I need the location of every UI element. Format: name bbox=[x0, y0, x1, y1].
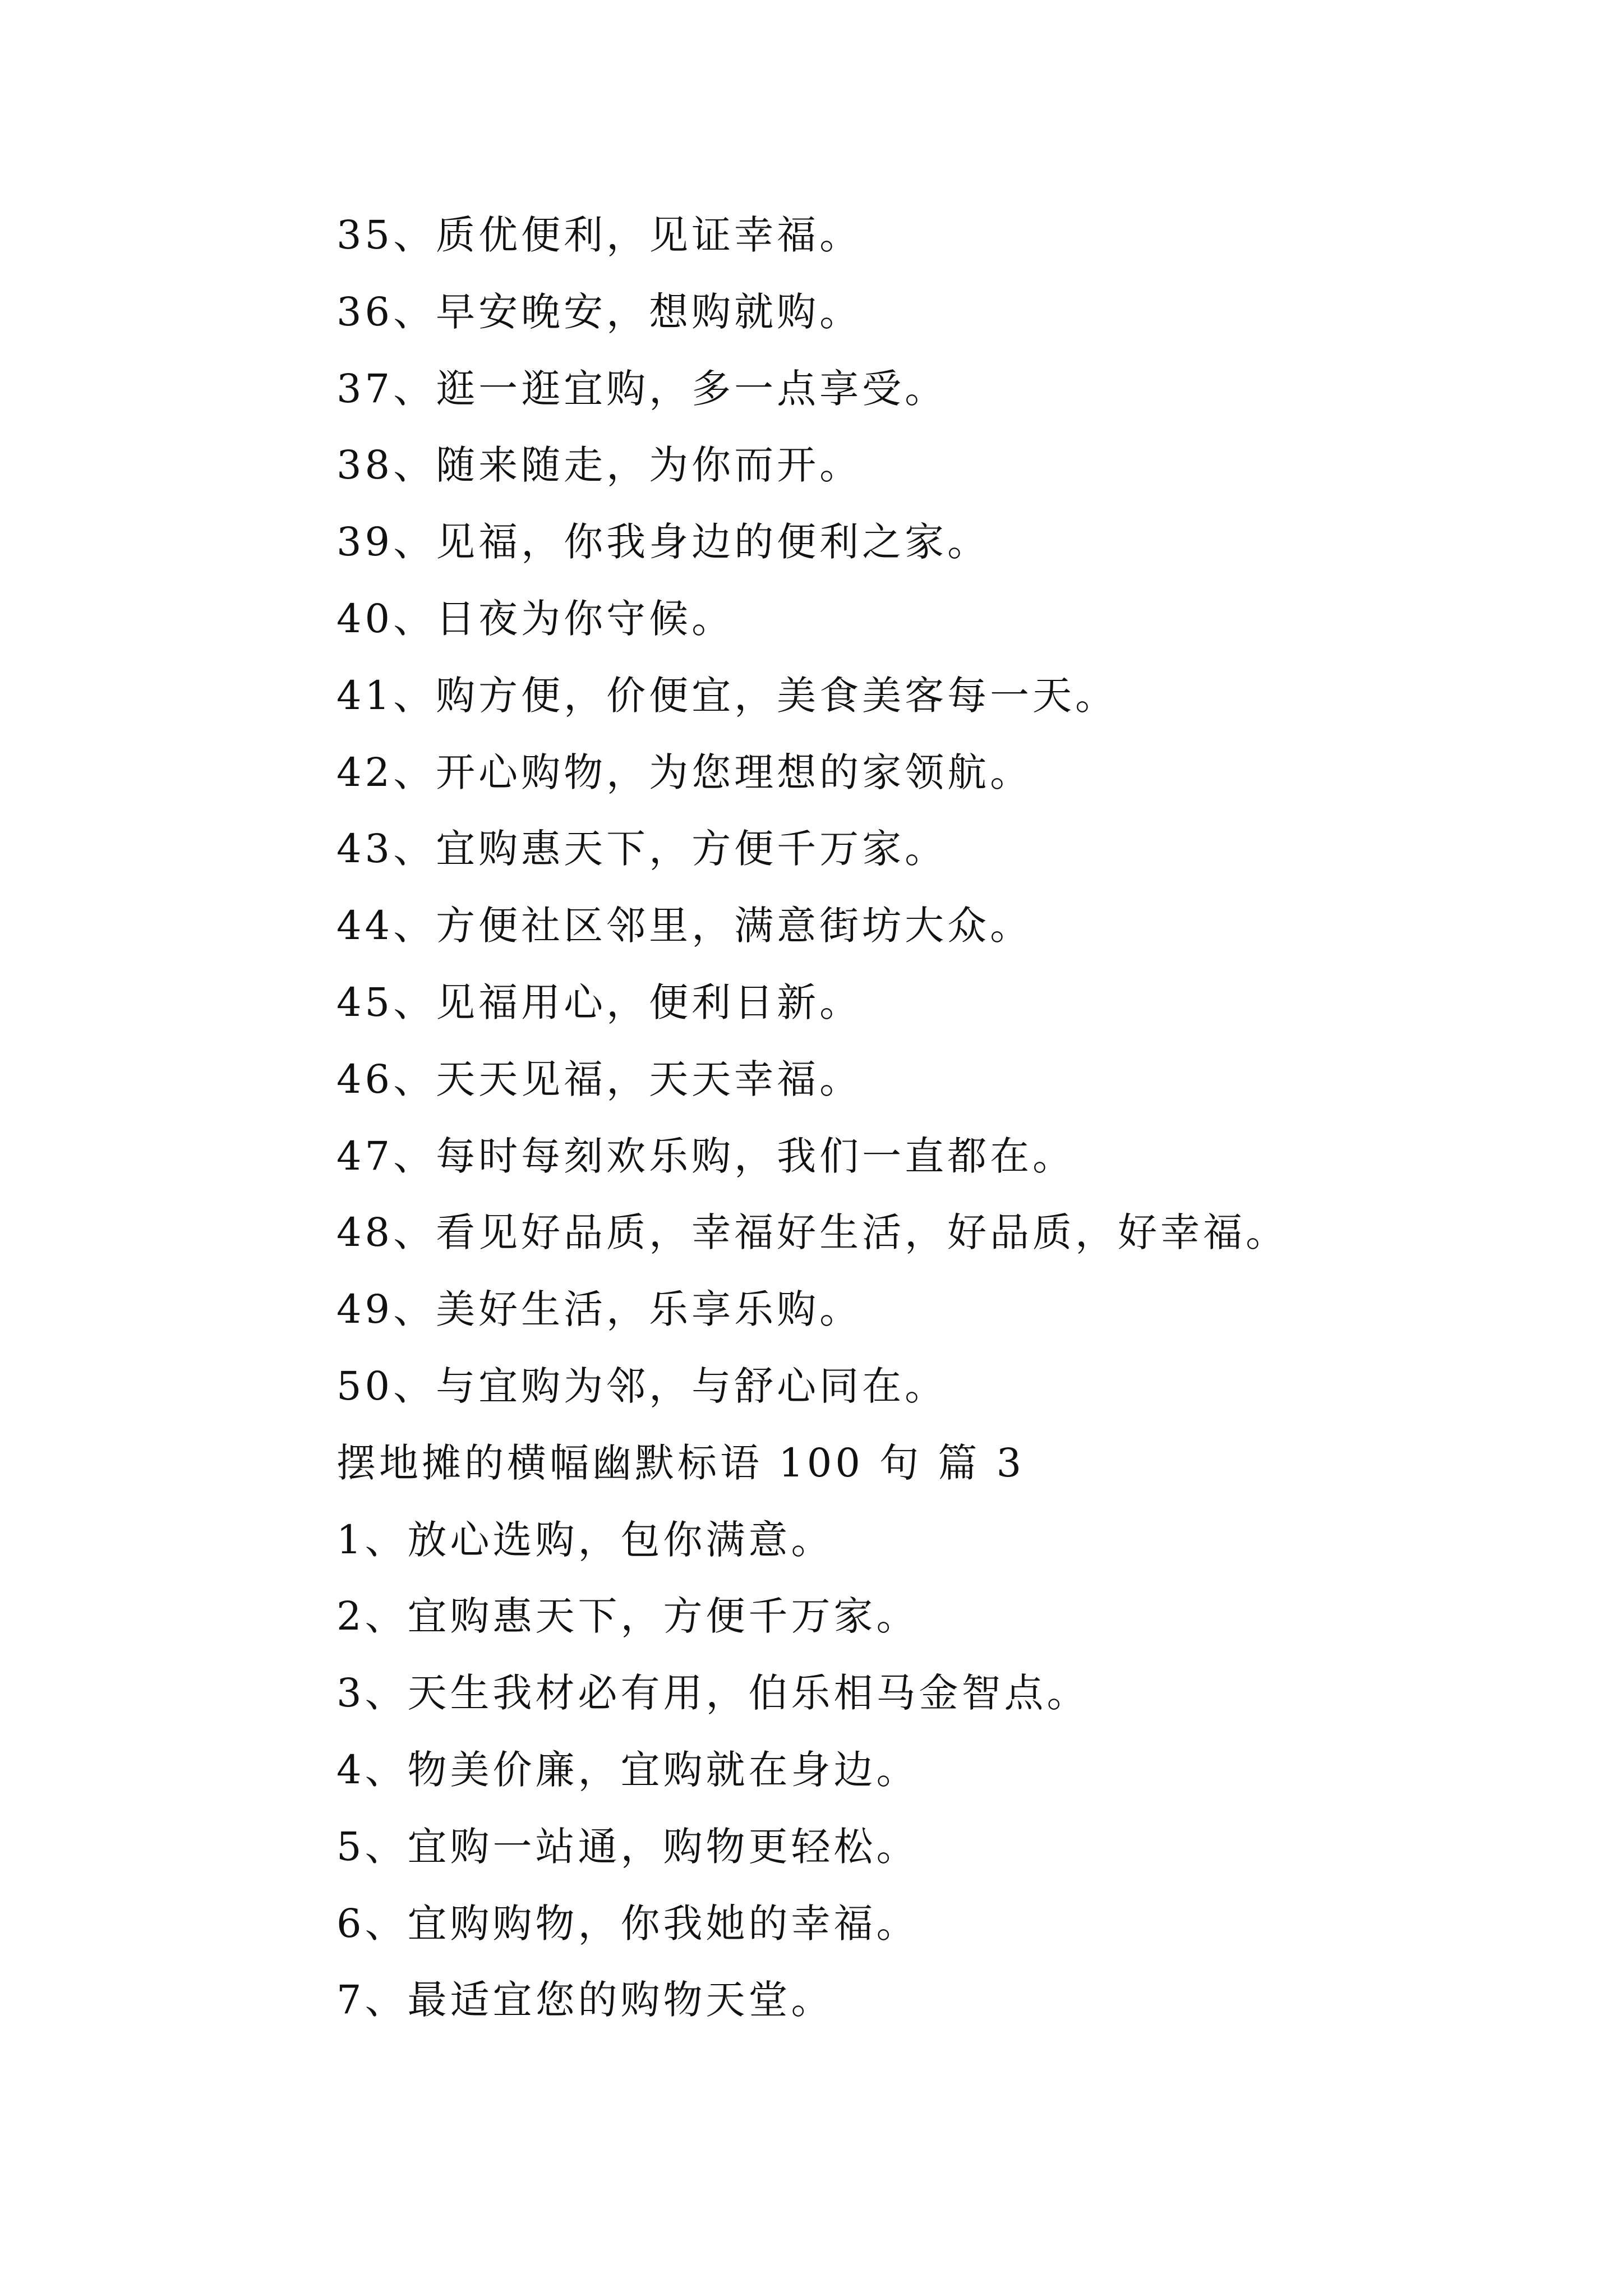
slogan-line-37: 37、逛一逛宜购，多一点享受。 bbox=[336, 365, 948, 412]
slogan-line-2: 2、宜购惠天下，方便千万家。 bbox=[336, 1593, 919, 1640]
slogan-line-50: 50、与宜购为邻，与舒心同在。 bbox=[336, 1363, 948, 1409]
slogan-line-43: 43、宜购惠天下，方便千万家。 bbox=[336, 826, 948, 872]
slogan-line-40: 40、日夜为你守候。 bbox=[336, 595, 735, 642]
slogan-line-7: 7、最适宜您的购物天堂。 bbox=[336, 1977, 834, 2023]
slogan-line-41: 41、购方便，价便宜，美食美客每一天。 bbox=[336, 672, 1118, 719]
slogan-line-45: 45、见福用心，便利日新。 bbox=[336, 979, 863, 1025]
slogan-line-47: 47、每时每刻欢乐购，我们一直都在。 bbox=[336, 1133, 1076, 1179]
slogan-line-49: 49、美好生活，乐享乐购。 bbox=[336, 1286, 863, 1333]
slogan-line-39: 39、见福，你我身边的便利之家。 bbox=[336, 519, 990, 565]
slogan-line-44: 44、方便社区邻里，满意街坊大众。 bbox=[336, 903, 1033, 949]
slogan-line-3: 3、天生我材必有用，伯乐相马金智点。 bbox=[336, 1670, 1090, 1717]
slogan-line-36: 36、早安晚安，想购就购。 bbox=[336, 288, 863, 335]
slogan-line-42: 42、开心购物，为您理想的家领航。 bbox=[336, 749, 1033, 795]
slogan-line-1: 1、放心选购，包你满意。 bbox=[336, 1516, 834, 1563]
slogan-line-46: 46、天天见福，天天幸福。 bbox=[336, 1056, 863, 1102]
slogan-line-48: 48、看见好品质，幸福好生活，好品质，好幸福。 bbox=[336, 1209, 1289, 1256]
slogan-line-6: 6、宜购购物，你我她的幸福。 bbox=[336, 1900, 919, 1947]
slogan-line-4: 4、物美价廉，宜购就在身边。 bbox=[336, 1746, 919, 1793]
slogan-line-35: 35、质优便利，见证幸福。 bbox=[336, 212, 863, 258]
document-body bbox=[336, 210, 1570, 2052]
section-heading: 摆地摊的横幅幽默标语 100 句 篇 3 bbox=[336, 1439, 1025, 1486]
slogan-line-38: 38、随来随走，为你而开。 bbox=[336, 442, 863, 489]
slogan-line-5: 5、宜购一站通，购物更轻松。 bbox=[336, 1823, 919, 1870]
